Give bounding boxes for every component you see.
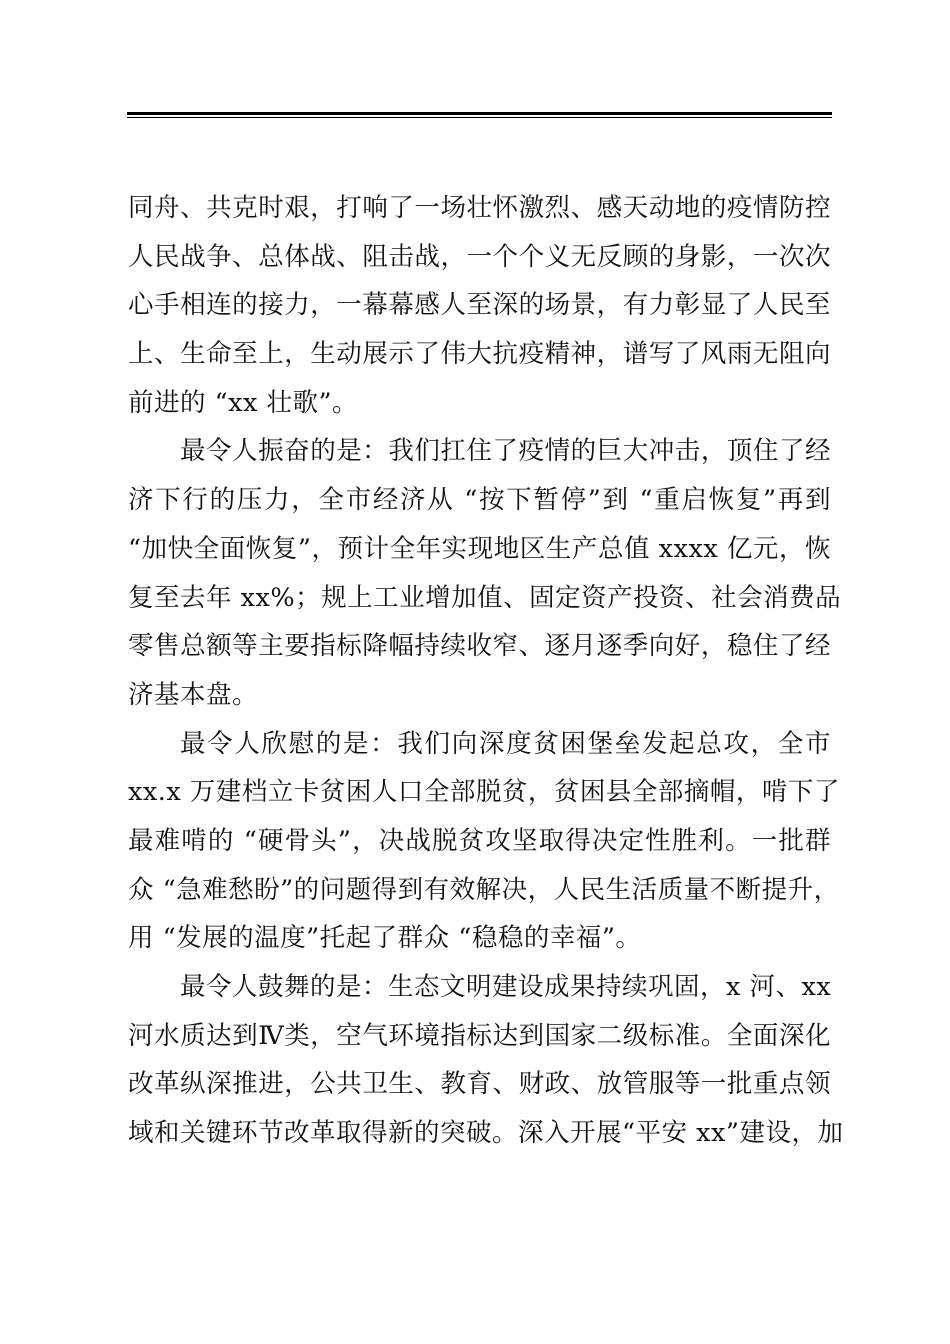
text-line: 上、生命至上，生动展示了伟大抗疫精神，谱写了风雨无阻向 [128, 339, 831, 370]
text-line: 最令人欣慰的是：我们向深度贫困堡垒发起总攻，全市 [180, 728, 831, 759]
document-body [128, 184, 844, 1158]
text-line: 众 “急难愁盼”的问题得到有效解决，人民生活质量不断提升， [128, 874, 840, 905]
text-line: 域和关键环节改革取得新的突破。深入开展“平安 xx”建设，加 [128, 1118, 844, 1149]
text-line: “加快全面恢复”，预计全年实现地区生产总值 xxxx 亿元，恢 [128, 533, 831, 564]
text-line: 河水质达到Ⅳ类，空气环境指标达到国家二级标准。全面深化 [128, 1020, 831, 1051]
paragraph-1 [128, 184, 831, 427]
text-line: 用 “发展的温度”托起了群众 “稳稳的幸福”。 [128, 923, 642, 954]
text-line: 济下行的压力，全市经济从 “按下暂停”到 “重启恢复”再到 [128, 485, 831, 516]
text-line: 济基本盘。 [128, 679, 259, 710]
header-rule-thin [127, 117, 832, 118]
text-line: xx.x 万建档立卡贫困人口全部脱贫，贫困县全部摘帽，啃下了 [128, 777, 840, 808]
text-line: 最令人振奋的是：我们扛住了疫情的巨大冲击，顶住了经 [180, 436, 831, 467]
text-line: 同舟、共克时艰，打响了一场壮怀激烈、感天动地的疫情防控 [128, 193, 831, 223]
text-line: 复至去年 xx%；规上工业增加值、固定资产投资、社会消费品 [128, 582, 842, 613]
text-line: 最令人鼓舞的是：生态文明建设成果持续巩固，x 河、xx [180, 972, 832, 1002]
text-line: 最难啃的 “硬骨头”，决战脱贫攻坚取得决定性胜利。一批群 [128, 825, 831, 856]
paragraph-4 [128, 963, 844, 1158]
paragraph-3 [128, 720, 840, 963]
text-line: 人民战争、总体战、阻击战，一个个义无反顾的身影，一次次 [128, 241, 831, 272]
text-line: 前进的 “xx 壮歌”。 [128, 387, 359, 418]
text-line: 改革纵深推进，公共卫生、教育、财政、放管服等一批重点领 [128, 1069, 831, 1100]
text-line: 心手相连的接力，一幕幕感人至深的场景，有力彰显了人民至 [128, 290, 831, 321]
paragraph-2 [128, 427, 842, 719]
header-double-rule [127, 112, 832, 120]
text-line: 零售总额等主要指标降幅持续收窄、逐月逐季向好，稳住了经 [128, 631, 831, 662]
header-rule-thick [127, 112, 832, 115]
